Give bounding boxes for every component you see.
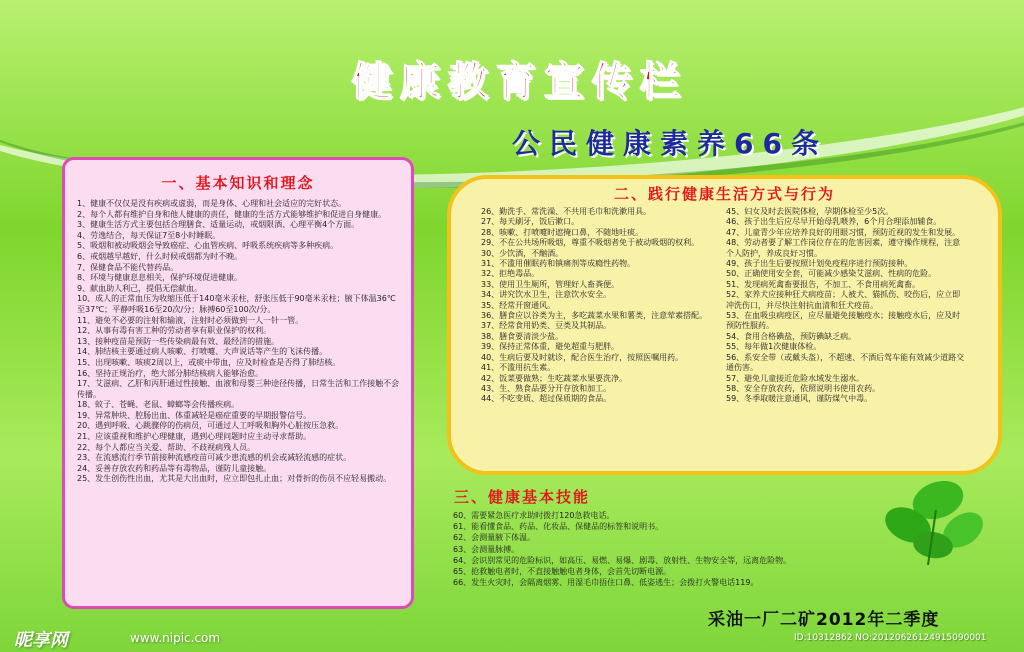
mint-leaves-image bbox=[868, 470, 998, 570]
list-item: 63、会测量脉搏。 bbox=[453, 544, 520, 554]
list-item: 24、妥善存放农药和药品等有毒物品，谨防儿童接触。 bbox=[77, 463, 272, 473]
list-item: 18、蚊子、苍蝇、老鼠、蟑螂等会传播疾病。 bbox=[77, 400, 240, 410]
list-item: 28、咳嗽、打喷嚏时遮掩口鼻，不随地吐痰。 bbox=[481, 227, 644, 237]
list-item: 6、戒烟越早越好，什么时候戒烟都为时不晚。 bbox=[77, 251, 243, 261]
section2-column-left bbox=[481, 207, 717, 405]
list-item: 25、发生创伤性出血，尤其是大出血时，应立即包扎止血；对骨折的伤员不应轻易搬动。 bbox=[77, 474, 392, 484]
list-item: 1、健康不仅仅是没有疾病或虚弱，而是身体、心理和社会适应的完好状态。 bbox=[77, 199, 347, 208]
list-item: 32、拒绝毒品。 bbox=[481, 269, 540, 279]
list-item: 8、环境与健康息息相关，保护环境促进健康。 bbox=[77, 273, 243, 283]
list-item: 46、孩子出生后应尽早开始母乳喂养，6个月合理添加辅食。 bbox=[726, 217, 942, 227]
list-item: 26、勤洗手、常洗澡、不共用毛巾和洗漱用具。 bbox=[481, 207, 652, 216]
list-item: 51、发现病死禽畜要报告，不加工、不食用病死禽畜。 bbox=[726, 279, 921, 289]
section2-column-right bbox=[726, 207, 966, 405]
list-item: 53、在血吸虫病疫区，应尽量避免接触疫水；接触疫水后，应及时预防性服药。 bbox=[726, 311, 961, 331]
list-item: 58、安全存放农药，依照说明书使用农药。 bbox=[726, 383, 881, 393]
list-item: 52、家养犬应接种狂犬病疫苗；人被犬、猫抓伤、咬伤后，应立即冲洗伤口，并尽快注射抗血清和狂犬疫苗。 bbox=[726, 290, 961, 310]
list-item: 59、冬季取暖注意通风，谨防煤气中毒。 bbox=[726, 394, 873, 404]
list-item: 45、妇女及时去医院体检，孕期体检至少5次。 bbox=[726, 207, 894, 216]
page-title: 健康教育宣传栏 bbox=[352, 58, 688, 105]
list-item: 57、避免儿童接近危险水域发生溺水。 bbox=[726, 373, 865, 383]
list-item: 43、生、熟食品要分开存放和加工。 bbox=[481, 383, 612, 393]
list-item: 47、儿童青少年应培养良好的用眼习惯，预防近视的发生和发展。 bbox=[726, 227, 961, 237]
list-item: 41、不滥用抗生素。 bbox=[481, 363, 556, 373]
list-item: 5、吸烟和被动吸烟会导致癌症、心血管疾病、呼吸系统疾病等多种疾病。 bbox=[77, 241, 339, 251]
list-item: 21、应该重视和维护心理健康，遇到心理问题时应主动寻求帮助。 bbox=[77, 432, 312, 442]
list-item: 30、少饮酒，不酗酒。 bbox=[481, 248, 564, 258]
section-basic-knowledge bbox=[62, 157, 414, 609]
watermark-url: www.nipic.com bbox=[130, 631, 221, 645]
watermark-id: ID:10312862 NO:20120626124915090001 bbox=[794, 633, 987, 643]
list-item: 11、避免不必要的注射和输液，注射时必须做到一人一针一管。 bbox=[77, 315, 304, 325]
list-item: 13、接种疫苗是预防一些传染病最有效、最经济的措施。 bbox=[77, 336, 280, 346]
list-item: 4、劳逸结合，每天保证7至8小时睡眠。 bbox=[77, 230, 221, 240]
list-item: 40、生病后要及时就诊，配合医生治疗，按照医嘱用药。 bbox=[481, 352, 684, 362]
list-item: 35、经常开窗通风。 bbox=[481, 300, 556, 310]
section3-list bbox=[453, 510, 883, 588]
section1-heading: 一、基本知识和理念 bbox=[161, 174, 315, 192]
list-item: 49、孩子出生后要按照计划免疫程序进行预防接种。 bbox=[726, 259, 913, 269]
list-item: 16、坚持正规治疗，绝大部分肺结核病人能够治愈。 bbox=[77, 368, 264, 378]
section-healthy-lifestyle bbox=[447, 175, 1002, 475]
list-item: 29、不在公共场所吸烟，尊重不吸烟者免于被动吸烟的权利。 bbox=[481, 238, 700, 248]
list-item: 2、每个人都有维护自身和他人健康的责任，健康的生活方式能够维护和促进自身健康。 bbox=[77, 209, 387, 219]
list-item: 61、能看懂食品、药品、化妆品、保健品的标签和说明书。 bbox=[453, 522, 664, 532]
list-item: 34、讲究饮水卫生，注意饮水安全。 bbox=[481, 290, 612, 300]
list-item: 3、健康生活方式主要包括合理膳食、适量运动，戒烟限酒、心理平衡4个方面。 bbox=[77, 220, 360, 230]
list-item: 60、需要紧急医疗求助时拨打120急救电话。 bbox=[453, 511, 615, 520]
list-item: 7、保健食品不能代替药品。 bbox=[77, 262, 179, 272]
list-item: 62、会测量腋下体温。 bbox=[453, 533, 536, 543]
list-item: 64、会识别常见的危险标识，如高压、易燃、易爆、剧毒、放射性、生物安全等，远离危险物。 bbox=[453, 555, 792, 565]
list-item: 39、保持正常体重，避免超重与肥胖。 bbox=[481, 342, 620, 352]
list-item: 37、经常食用奶类、豆类及其制品。 bbox=[481, 321, 612, 331]
list-item: 19、异常肿块、腔肠出血、体重减轻是癌症重要的早期报警信号。 bbox=[77, 410, 312, 420]
list-item: 55、每年做1次健康体检。 bbox=[726, 342, 822, 352]
watermark-logo: 昵享网 bbox=[14, 630, 68, 651]
list-item: 17、艾滋病、乙肝和丙肝通过性接触、血液和母婴三种途径传播，日常生活和工作接触不会传播。 bbox=[77, 379, 400, 399]
list-item: 22、每个人都应当关爱、帮助、不歧视病残人员。 bbox=[77, 442, 256, 452]
list-item: 42、饭菜要做熟；生吃蔬菜水果要洗净。 bbox=[481, 373, 628, 383]
section3-heading: 三、健康基本技能 bbox=[454, 488, 591, 506]
list-item: 31、不滥用催眠药和镇痛剂等成瘾性药物。 bbox=[481, 259, 636, 269]
list-item: 48、劳动者要了解工作岗位存在的危害因素，遵守操作规程，注意个人防护，养成良好习惯。 bbox=[726, 238, 961, 258]
list-item: 50、正确使用安全套，可能减少感染艾滋病、性病的危险。 bbox=[726, 269, 937, 279]
list-item: 23、在流感流行季节前接种流感疫苗可减少患流感的机会或减轻流感的症状。 bbox=[77, 453, 352, 463]
list-item: 15、出现咳嗽、咳痰2周以上，或痰中带血，应及时检查是否得了肺结核。 bbox=[77, 357, 341, 367]
list-item: 54、食用合格碘盐，预防碘缺乏病。 bbox=[726, 331, 857, 341]
list-item: 56、系安全带（或戴头盔），不超速、不酒后驾车能有效减少道路交通伤害。 bbox=[726, 352, 965, 373]
footer-org-date: 采油一厂二矿2012年二季度 bbox=[708, 610, 940, 630]
list-item: 20、遇到呼吸、心跳骤停的伤病员，可通过人工呼吸和胸外心脏按压急救。 bbox=[77, 421, 344, 431]
section1-list bbox=[65, 199, 411, 485]
list-item: 66、发生火灾时，会隔离烟雾、用湿毛巾捂住口鼻、低姿逃生；会拨打火警电话119。 bbox=[453, 578, 759, 588]
list-item: 38、膳食要清淡少盐。 bbox=[481, 331, 564, 341]
list-item: 33、使用卫生厕所，管理好人畜粪便。 bbox=[481, 279, 620, 289]
list-item: 27、每天刷牙，饭后漱口。 bbox=[481, 217, 580, 227]
list-item: 65、抢救触电者时，不直接触触电者身体，会首先切断电源。 bbox=[453, 567, 672, 577]
list-item: 12、从事有毒有害工种的劳动者享有职业保护的权利。 bbox=[77, 326, 272, 336]
list-item: 9、献血助人利己，提倡无偿献血。 bbox=[77, 283, 203, 293]
list-item: 10、成人的正常血压为收缩压低于140毫米汞柱，舒张压低于90毫米汞柱；腋下体温36℃至37℃；平静呼吸16至20次/分；脉搏60至100次/分。 bbox=[77, 294, 396, 314]
list-item: 14、肺结核主要通过病人咳嗽、打喷嚏、大声说话等产生的飞沫传播。 bbox=[77, 347, 328, 357]
list-item: 36、膳食应以谷类为主，多吃蔬菜水果和薯类，注意荤素搭配。 bbox=[481, 311, 708, 321]
section2-heading: 二、践行健康生活方式与行为 bbox=[613, 185, 835, 203]
page-subtitle: 公民健康素养66条 bbox=[512, 127, 828, 160]
list-item: 44、不吃变质、超过保质期的食品。 bbox=[481, 394, 612, 404]
